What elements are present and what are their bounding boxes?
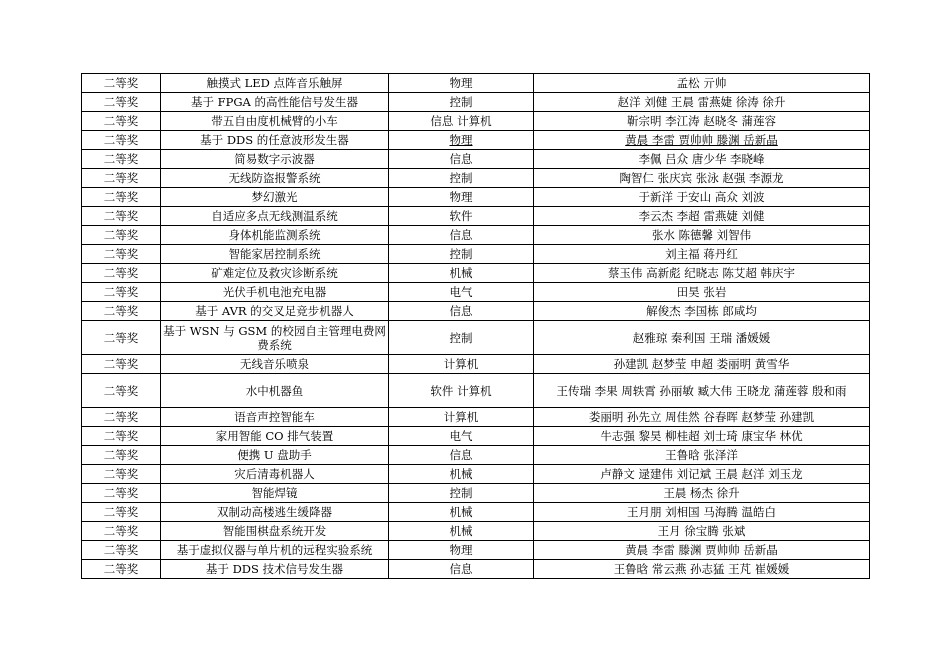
award-level-cell: 二等奖 [82,226,161,245]
category-cell: 信息 [389,560,534,579]
category-cell: 电气 [389,427,534,446]
award-level-cell: 二等奖 [82,169,161,188]
team-members-cell: 解俊杰 李国栋 郎咸均 [534,302,870,321]
team-members-cell: 孙建凯 赵梦莹 申超 娄丽明 黄雪华 [534,355,870,374]
team-members-cell: 黄晨 李雷 贾帅帅 滕渊 岳新晶 [534,131,870,150]
project-title-cell: 基于 DDS 技术信号发生器 [161,560,389,579]
team-members-cell: 黄晨 李雷 滕渊 贾帅帅 岳新晶 [534,541,870,560]
team-members-cell: 陶智仁 张庆宾 张泳 赵强 李源龙 [534,169,870,188]
project-title-cell: 自适应多点无线测温系统 [161,207,389,226]
team-members-cell: 李佩 吕众 唐少华 李晓峰 [534,150,870,169]
table-row [82,503,870,522]
table-row [82,408,870,427]
table-row [82,355,870,374]
team-members-cell: 王晨 杨杰 徐升 [534,484,870,503]
table-row [82,112,870,131]
project-title-cell: 家用智能 CO 排气装置 [161,427,389,446]
team-members-cell: 孟松 亓帅 [534,74,870,93]
category-cell: 物理 [389,541,534,560]
category-cell: 信息 [389,302,534,321]
project-title-cell: 梦幻激光 [161,188,389,207]
category-cell: 机械 [389,465,534,484]
table-row [82,374,870,408]
project-title-cell: 矿难定位及救灾诊断系统 [161,264,389,283]
project-title-cell: 水中机器鱼 [161,374,389,408]
table-row [82,541,870,560]
team-members-cell: 王月 徐宝腾 张斌 [534,522,870,541]
table-row [82,188,870,207]
team-members-cell: 蔡玉伟 高新彪 纪晓志 陈艾超 韩庆宇 [534,264,870,283]
table-row [82,427,870,446]
award-level-cell: 二等奖 [82,374,161,408]
award-level-cell: 二等奖 [82,74,161,93]
award-level-cell: 二等奖 [82,283,161,302]
award-level-cell: 二等奖 [82,465,161,484]
award-level-cell: 二等奖 [82,503,161,522]
category-cell: 控制 [389,245,534,264]
project-title-cell: 身体机能监测系统 [161,226,389,245]
project-title-cell: 智能围棋盘系统开发 [161,522,389,541]
table-row [82,484,870,503]
category-cell: 物理 [389,188,534,207]
team-members-cell: 赵洋 刘健 王晨 雷燕婕 徐涛 徐升 [534,93,870,112]
category-cell: 计算机 [389,408,534,427]
award-level-cell: 二等奖 [82,541,161,560]
category-cell: 控制 [389,321,534,355]
category-cell: 机械 [389,522,534,541]
table-row [82,131,870,150]
project-title-cell: 基于 DDS 的任意波形发生器 [161,131,389,150]
award-level-cell: 二等奖 [82,408,161,427]
table-row [82,93,870,112]
table-row [82,522,870,541]
award-level-cell: 二等奖 [82,264,161,283]
document-page [81,73,869,579]
team-members-cell: 卢静文 逯建伟 刘记斌 王晨 赵洋 刘玉龙 [534,465,870,484]
team-members-cell: 娄丽明 孙先立 周佳然 谷春晖 赵梦莹 孙建凯 [534,408,870,427]
project-title-cell: 无线音乐喷泉 [161,355,389,374]
team-members-cell: 靳宗明 李江涛 赵晓冬 蒲莲容 [534,112,870,131]
project-title-cell: 无线防盗报警系统 [161,169,389,188]
team-members-cell: 牛志强 黎昊 柳桂超 刘士琦 康宝华 林优 [534,427,870,446]
award-level-cell: 二等奖 [82,112,161,131]
team-members-cell: 王鲁晗 张泽洋 [534,446,870,465]
award-level-cell: 二等奖 [82,188,161,207]
table-row [82,245,870,264]
category-cell: 信息 [389,446,534,465]
award-level-cell: 二等奖 [82,446,161,465]
project-title-cell: 双制动高楼逃生缓降器 [161,503,389,522]
team-members-cell: 田昊 张岩 [534,283,870,302]
award-level-cell: 二等奖 [82,302,161,321]
awards-table-body [82,74,870,579]
table-row [82,169,870,188]
category-cell: 电气 [389,283,534,302]
project-title-cell: 简易数字示波器 [161,150,389,169]
award-level-cell: 二等奖 [82,93,161,112]
team-members-cell: 王月朋 刘相国 马海腾 温皓白 [534,503,870,522]
team-members-cell: 李云杰 李超 雷燕婕 刘健 [534,207,870,226]
award-level-cell: 二等奖 [82,355,161,374]
awards-table [81,73,870,579]
table-row [82,226,870,245]
category-cell: 控制 [389,93,534,112]
project-title-cell: 基于 WSN 与 GSM 的校园自主管理电费网费系统 [161,321,389,355]
category-cell: 软件 计算机 [389,374,534,408]
category-cell: 计算机 [389,355,534,374]
team-members-cell: 于新洋 于安山 高众 刘波 [534,188,870,207]
category-cell: 信息 [389,226,534,245]
team-members-cell: 王传瑞 李果 周轶霄 孙丽敏 臧大伟 王晓龙 蒲莲蓉 殷和雨 [534,374,870,408]
project-title-cell: 便携 U 盘助手 [161,446,389,465]
team-members-cell: 赵雅琼 秦利国 王瑞 潘媛媛 [534,321,870,355]
table-row [82,264,870,283]
award-level-cell: 二等奖 [82,321,161,355]
project-title-cell: 智能焊镜 [161,484,389,503]
project-title-cell: 触摸式 LED 点阵音乐触屏 [161,74,389,93]
table-row [82,321,870,355]
award-level-cell: 二等奖 [82,150,161,169]
table-row [82,207,870,226]
award-level-cell: 二等奖 [82,484,161,503]
table-row [82,302,870,321]
table-row [82,446,870,465]
project-title-cell: 灾后清毒机器人 [161,465,389,484]
category-cell: 软件 [389,207,534,226]
table-row [82,560,870,579]
project-title-cell: 语音声控智能车 [161,408,389,427]
category-cell: 机械 [389,503,534,522]
project-title-cell: 基于 AVR 的交叉足竞步机器人 [161,302,389,321]
category-cell: 信息 计算机 [389,112,534,131]
team-members-cell: 张水 陈德馨 刘智伟 [534,226,870,245]
award-level-cell: 二等奖 [82,522,161,541]
project-title-cell: 带五自由度机械臂的小车 [161,112,389,131]
project-title-cell: 智能家居控制系统 [161,245,389,264]
award-level-cell: 二等奖 [82,560,161,579]
category-cell: 机械 [389,264,534,283]
award-level-cell: 二等奖 [82,245,161,264]
project-title-cell: 基于虚拟仪器与单片机的远程实验系统 [161,541,389,560]
project-title-cell: 基于 FPGA 的高性能信号发生器 [161,93,389,112]
table-row [82,465,870,484]
category-cell: 物理 [389,131,534,150]
award-level-cell: 二等奖 [82,207,161,226]
team-members-cell: 王鲁晗 常云燕 孙志猛 王芃 崔媛媛 [534,560,870,579]
category-cell: 物理 [389,74,534,93]
category-cell: 控制 [389,484,534,503]
category-cell: 信息 [389,150,534,169]
category-cell: 控制 [389,169,534,188]
project-title-cell: 光伏手机电池充电器 [161,283,389,302]
table-row [82,283,870,302]
team-members-cell: 刘主福 蒋丹红 [534,245,870,264]
award-level-cell: 二等奖 [82,427,161,446]
table-row [82,74,870,93]
award-level-cell: 二等奖 [82,131,161,150]
table-row [82,150,870,169]
